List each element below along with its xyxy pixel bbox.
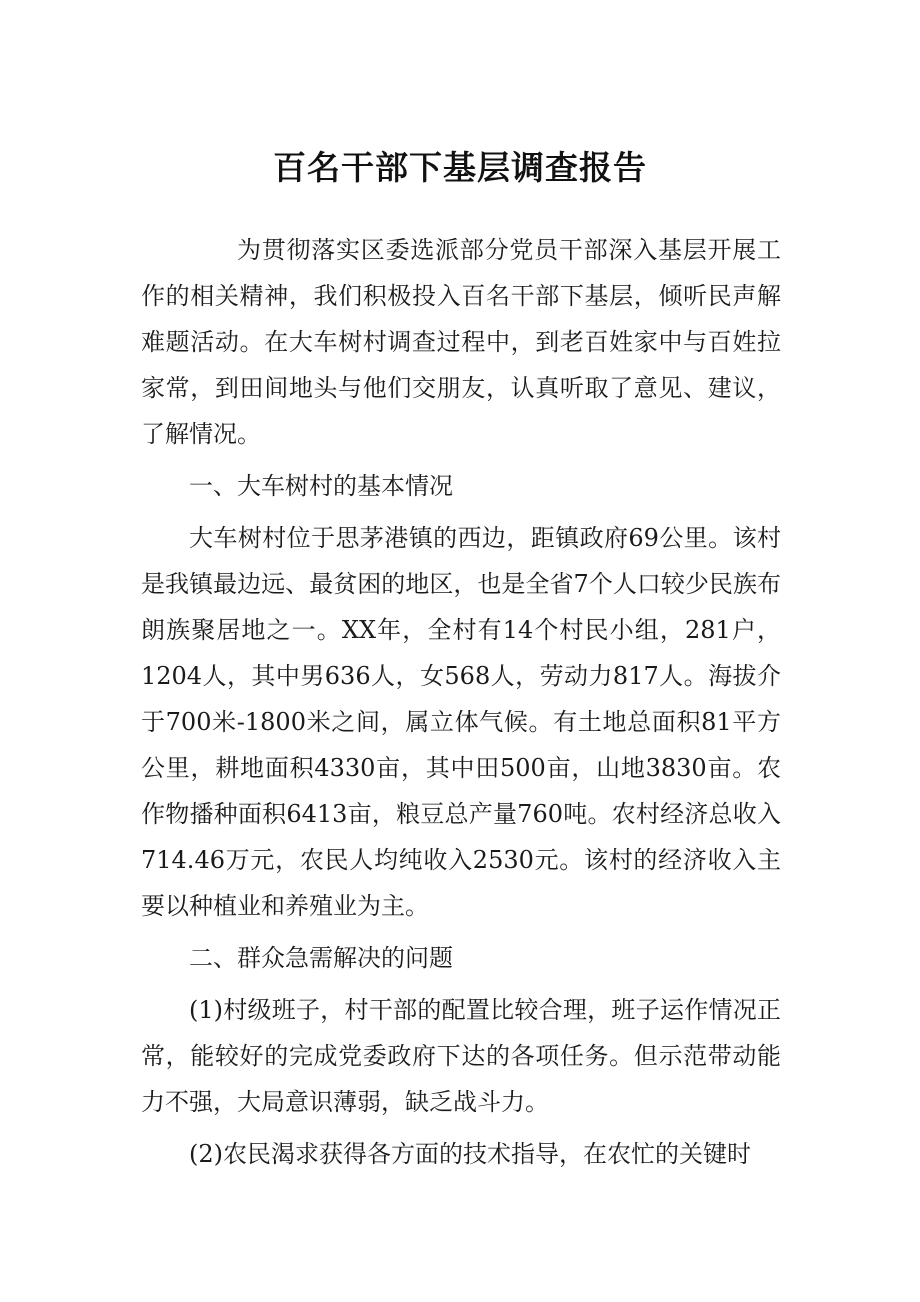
document-body <box>141 227 781 1183</box>
basic-situation-paragraph: 大车树村位于思茅港镇的西边，距镇政府69公里。该村是我镇最边远、最贫困的地区，也是全省7个人口较少民族布朗族聚居地之一。XX年，全村有14个村民小组，281户，1204人，其中男636人，女568人，劳动力817人。海拔介于700米-1800米之间，属立体气候。有土地总面积81平方公里，耕地面积4330亩，其中田500亩，山地3830亩。农作物播种面积6413亩，粮豆总产量760吨。农村经济总收入714.46万元，农民人均纯收入2530元。该村的经济收入主要以种植业和养殖业为主。 <box>141 524 781 920</box>
problem-item-2-paragraph: (2)农民渴求获得各方面的技术指导，在农忙的关键时 <box>189 1140 751 1168</box>
section-heading-basic-situation: 一、大车树村的基本情况 <box>189 472 453 500</box>
document-title: 百名干部下基层调查报告 <box>273 148 647 187</box>
section-heading-urgent-problems: 二、群众急需解决的问题 <box>189 944 453 972</box>
problem-item-1-paragraph: (1)村级班子，村干部的配置比较合理，班子运作情况正常，能较好的完成党委政府下达的各项任务。但示范带动能力不强，大局意识薄弱，缺乏战斗力。 <box>141 996 781 1116</box>
intro-paragraph: 为贯彻落实区委选派部分党员干部深入基层开展工作的相关精神，我们积极投入百名干部下基层，倾听民声解难题活动。在大车树村调查过程中，到老百姓家中与百姓拉家常，到田间地头与他们交朋友，认真听取了意见、建议，了解情况。 <box>141 236 781 448</box>
